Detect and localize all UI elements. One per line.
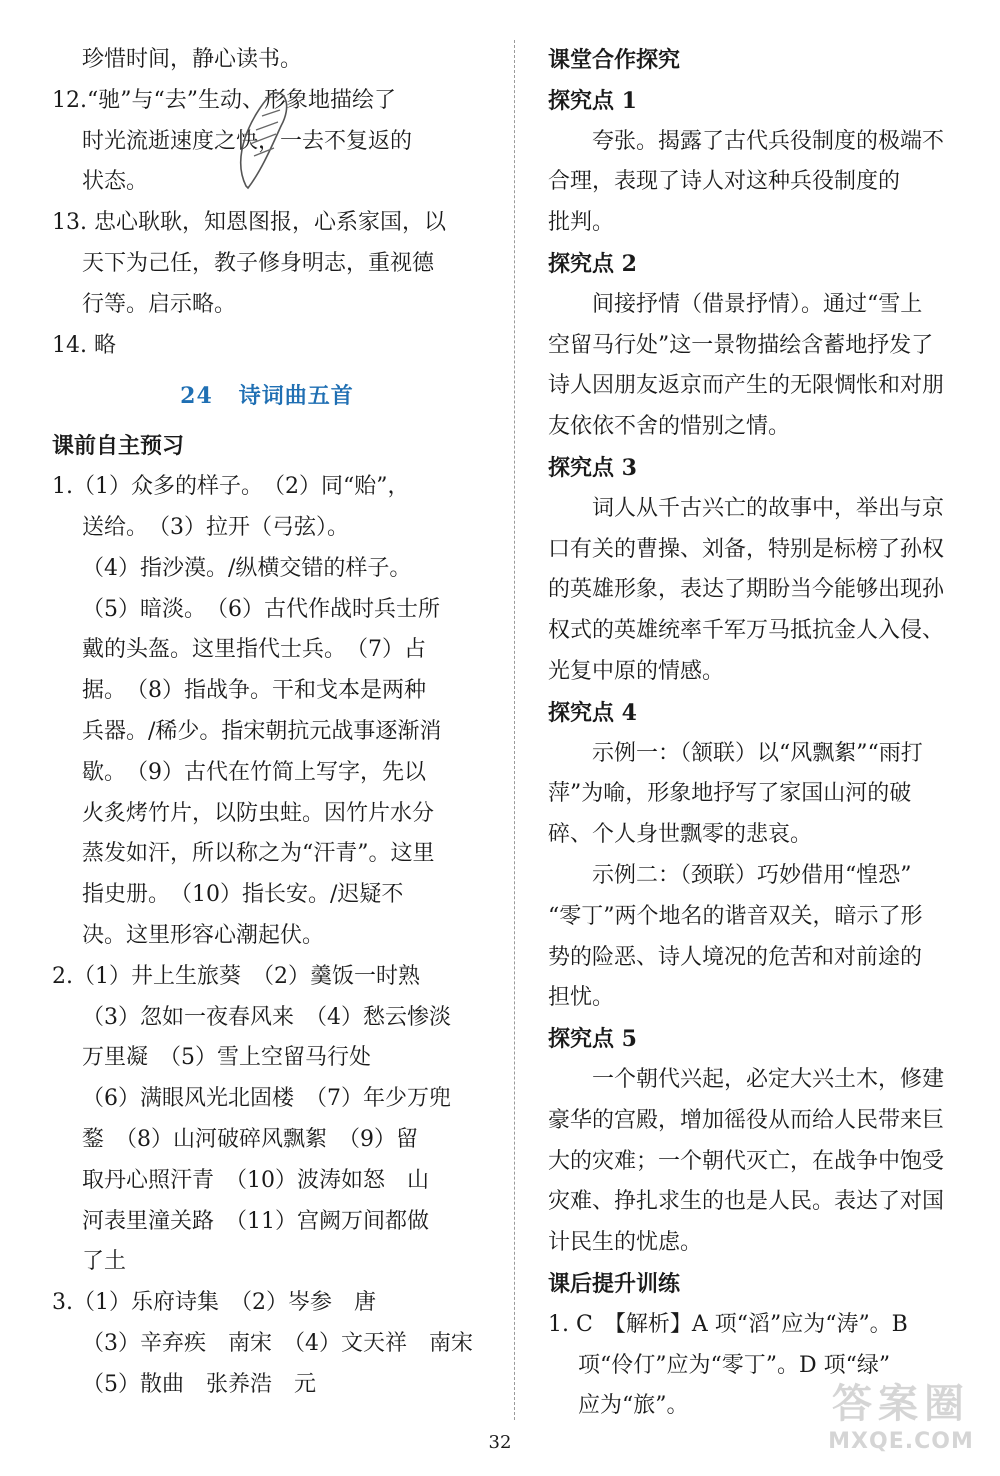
q1-line: 1.（1）众多的样子。 （2）同“贻”， [52,474,410,500]
inquiry-point-line: 诗人因朋友返京而产生的无限惆怅和对朋 [548,373,945,399]
q2-line: 了土 [82,1249,127,1275]
inquiry-point-label: 探究点 3 [548,454,637,481]
watermark-text: 答案圈 [832,1381,970,1427]
pencil-scribble-icon [226,86,296,196]
q2-line: （3）忽如一夜春风来 （4）愁云惨淡 [82,1004,451,1030]
inquiry-point-line: 势的险恶、诗人境况的危苦和对前途的 [548,944,923,970]
inquiry-point-line: 的英雄形象，表达了期盼当今能够出现孙 [548,577,945,603]
inquiry-point-line: “零丁”两个地名的谐音双关，暗示了形 [548,903,923,929]
inquiry-point-line: 空留马行处”这一景物描绘含蓄地抒发了 [548,332,934,358]
q1-line: 指史册。 （10）指长安。/迟疑不 [82,882,404,908]
q2-line: 万里凝 （5）雪上空留马行处 [82,1045,371,1071]
after-q1-line: 1. C 【解析】A 项“滔”应为“涛”。B [548,1311,908,1337]
inquiry-point-line: 计民生的忧虑。 [548,1230,703,1256]
inquiry-point-line: 友依依不舍的惜别之情。 [548,414,791,440]
inquiry-point-line: 批判。 [548,210,615,236]
inquiry-point-line: 口有关的曹操、刘备，特别是标榜了孙权 [548,536,945,562]
inquiry-point-line: 示例一：（颔联）以“风飘絮”“雨打 [592,740,923,766]
q3-line: （5）散曲 张养浩 元 [82,1371,316,1397]
column-divider [514,40,515,1420]
lesson-title [52,366,482,426]
q1-line: 送给。 （3）拉开（弓弦）。 [82,514,349,540]
inquiry-point-line: 合理，表现了诗人对这种兵役制度的 [548,169,901,195]
q1-line: 决。这里形容心潮起伏。 [82,922,325,948]
inquiry-point-line: 灾难、挣扎求生的也是人民。表达了对国 [548,1189,945,1215]
right-column [548,40,978,1427]
inquiry-point-label: 探究点 4 [548,699,637,726]
watermark-url: MXQE.COM [828,1429,974,1454]
q1-line: （5）暗淡。 （6）古代作战时兵士所 [82,596,440,622]
q1-line: 戴的头盔。这里指代士兵。 （7）占 [82,637,426,663]
q3-line: 3.（1）乐府诗集 （2）岑参 唐 [52,1290,376,1316]
item-13-line: 天下为己任，教子修身明志，重视德 [82,250,435,276]
q1-line: 据。 （8）指战争。干和戈本是两种 [82,678,426,704]
after-q1-line: 项“伶仃”应为“零丁”。D 项“绿” [578,1352,891,1378]
inquiry-point-line: 萍”为喻，形象地抒写了家国山河的破 [548,781,912,807]
after-q1-line: 应为“旅”。 [578,1393,689,1419]
left-column [52,40,482,1406]
q1-line: 兵器。/稀少。指宋朝抗元战事逐渐消 [82,718,442,744]
item-14-line: 14. 略 [52,332,116,358]
q3-line: （3）辛弃疾 南宋 （4）文天祥 南宋 [82,1330,473,1356]
q2-line: 鍪 （8）山河破碎风飘絮 （9）留 [82,1126,418,1152]
lesson-number: 24 [180,383,213,410]
page-number: 32 [488,1432,512,1453]
item-13-line: 行等。启示略。 [82,291,237,317]
lesson-name: 诗词曲五首 [238,383,354,410]
inquiry-point-line: 豪华的宫殿，增加徭役从而给人民带来巨 [548,1107,945,1133]
item-12-line: 12.“驰”与“去”生动、形象地描绘了 [52,87,396,113]
inquiry-point-line: 一个朝代兴起，必定大兴土木，修建 [592,1066,945,1092]
section-heading-after-class: 课后提升训练 [548,1270,681,1297]
q2-line: 河表里潼关路 （11）宫阙万间都做 [82,1208,429,1234]
section-heading-classroom: 课堂合作探究 [548,47,681,73]
inquiry-point-line: 间接抒情（借景抒情）。通过“雪上 [592,291,923,317]
inquiry-point-line: 权式的英雄统率千军万马抵抗金人入侵、 [548,618,945,644]
q2-line: 2.（1）井上生旅葵 （2）羹饭一时熟 [52,963,420,989]
section-heading-preview: 课前自主预习 [52,433,185,460]
q1-line: 歇。 （9）古代在竹简上写字，先以 [82,759,426,785]
text-line: 珍惜时间，静心读书。 [82,47,303,72]
inquiry-point-line: 示例二：（颈联）巧妙借用“惶恐” [592,862,912,888]
q2-line: （6）满眼风光北固楼 （7）年少万兜 [82,1086,451,1112]
q2-line: 取丹心照汗青 （10）波涛如怒 山 [82,1167,429,1193]
inquiry-point-label: 探究点 2 [548,250,637,277]
q1-line: 蒸发如汗，所以称之为“汗青”。这里 [82,841,435,867]
inquiry-point-line: 担忧。 [548,985,615,1011]
item-12-line: 状态。 [82,169,149,195]
item-13-line: 13. 忠心耿耿，知恩图报，心系家国，以 [52,210,446,236]
inquiry-point-line: 夸张。揭露了古代兵役制度的极端不 [592,128,945,154]
inquiry-point-line: 词人从千古兴亡的故事中，举出与京 [592,495,945,521]
inquiry-point-label: 探究点 5 [548,1026,637,1053]
item-12-line: 时光流逝速度之快，一去不复返的 [82,128,413,154]
inquiry-point-line: 光复中原的情感。 [548,658,725,684]
inquiry-point-label: 探究点 1 [548,87,637,114]
inquiry-point-line: 碎、个人身世飘零的悲哀。 [548,822,813,848]
q1-line: 火炙烤竹片，以防虫蛀。因竹片水分 [82,800,435,826]
inquiry-point-line: 大的灾难；一个朝代灭亡，在战争中饱受 [548,1148,945,1174]
q1-line: （4）指沙漠。/纵横交错的样子。 [82,555,412,581]
